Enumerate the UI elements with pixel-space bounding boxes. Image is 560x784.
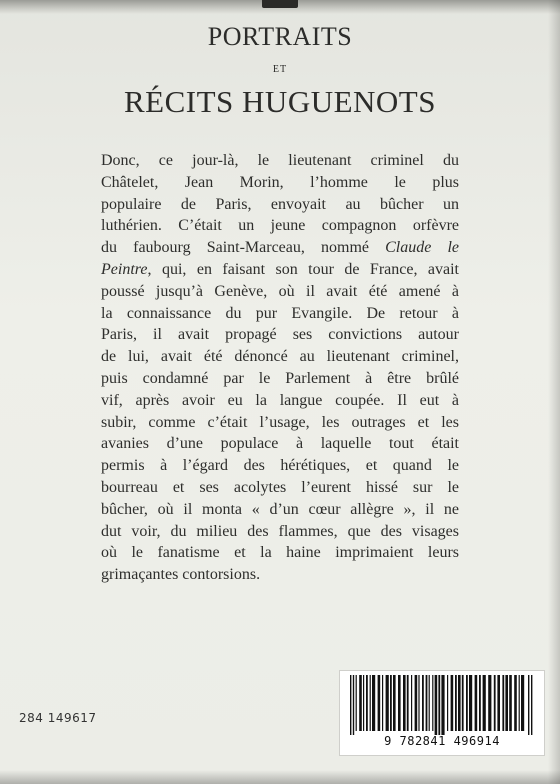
top-edge-mark	[262, 0, 298, 8]
blurb-line	[101, 499, 459, 521]
barcode-bar	[418, 675, 419, 731]
blurb-line	[101, 346, 459, 368]
blurb-text: subir, comme c’était l’usage, les outrages et les	[101, 413, 459, 431]
barcode-bar	[494, 675, 496, 731]
barcode-bar	[350, 675, 351, 735]
barcode-bar	[386, 675, 389, 731]
blurb-line	[101, 455, 459, 477]
barcode-bar	[370, 675, 371, 731]
blurb-line	[101, 564, 459, 586]
barcode-bar	[483, 675, 486, 731]
barcode-bar	[466, 675, 468, 731]
barcode-bar	[447, 675, 448, 731]
barcode-bar	[497, 675, 500, 731]
barcode-bar	[398, 675, 401, 731]
blurb-text: luthérien. C’était un jeune compagnon orfèvre	[101, 217, 459, 235]
blurb-text: du faubourg Saint-Marceau, nommé	[101, 239, 386, 257]
barcode-bar	[519, 675, 520, 731]
blurb-line	[101, 368, 459, 390]
barcode-bar	[393, 675, 396, 731]
barcode-bar	[429, 675, 430, 731]
barcode-bar	[411, 675, 412, 731]
barcode-bar	[475, 675, 478, 731]
barcode-bar	[382, 675, 383, 731]
barcode-bar	[438, 675, 440, 735]
blurb-line	[101, 237, 459, 259]
blurb-text: de lui, avait été dénoncé au lieutenant criminel,	[101, 348, 459, 366]
blurb-text: bûcher, où il monta « d’un cœur allègre », il ne	[101, 500, 459, 518]
barcode-bar	[359, 675, 362, 731]
barcode	[339, 670, 545, 756]
barcode-bar	[403, 675, 406, 731]
isbn-short: 284 149617	[19, 711, 97, 725]
barcode-bar	[505, 675, 508, 731]
barcode-bar	[378, 675, 381, 731]
blurb-text: vif, après avoir eu la langue coupée. Il eut à	[101, 391, 459, 409]
blurb-text: Châtelet, Jean Morin, l’homme le plus	[101, 173, 459, 191]
barcode-bar	[451, 675, 454, 731]
title-connector: ET	[272, 64, 288, 75]
barcode-bar	[432, 675, 433, 731]
blurb-line	[101, 172, 459, 194]
barcode-bar	[426, 675, 428, 731]
barcode-bar	[531, 675, 532, 735]
barcode-bar	[488, 675, 491, 731]
blurb-line	[101, 542, 459, 564]
barcode-bar	[366, 675, 368, 731]
barcode-bar	[514, 675, 517, 731]
blurb-text: permis à l’égard des hérétiques, et quand le	[101, 457, 459, 475]
blurb-line	[101, 433, 459, 455]
barcode-bar	[353, 675, 354, 735]
blurb-line	[101, 303, 459, 325]
barcode-bar	[502, 675, 504, 731]
blurb-line	[101, 194, 459, 216]
barcode-bar	[356, 675, 357, 731]
blurb-text: avanies d’une populace à laquelle tout était	[101, 435, 459, 453]
barcode-bar	[422, 675, 424, 731]
blurb-line	[101, 150, 459, 172]
barcode-bar	[521, 675, 524, 731]
blurb-text: populaire de Paris, envoyait au bûcher un	[101, 195, 459, 213]
barcode-bar	[479, 675, 481, 731]
barcode-bar	[509, 675, 512, 731]
blurb-line	[101, 259, 459, 281]
barcode-bar	[458, 675, 461, 731]
blurb-text: bourreau et ses acolytes l’eurent hissé sur le	[101, 478, 459, 496]
barcode-bar	[455, 675, 457, 731]
blurb-italic-text: Claude le	[385, 239, 460, 257]
blurb-text: poussé jusqu’à Genève, où il avait été amené à	[101, 282, 459, 300]
blurb-italic-text: Peintre	[101, 260, 148, 278]
barcode-bar	[528, 675, 529, 735]
blurb-line	[101, 521, 459, 543]
barcode-bar	[390, 675, 392, 731]
blurb-line	[101, 477, 459, 499]
barcode-bar	[407, 675, 409, 731]
barcode-bar	[415, 675, 418, 731]
blurb-text: Donc, ce jour-là, le lieutenant criminel du	[101, 152, 459, 169]
bottom-edge-shadow	[0, 770, 560, 784]
blurb-text: dut voir, du milieu des flammes, que des visages	[101, 522, 459, 540]
barcode-digits: 9 782841 496914	[384, 734, 500, 748]
blurb-text: puis condamné par le Parlement à être brûlé	[101, 369, 459, 387]
blurb-text: , qui, en faisant son tour de France, avait	[147, 260, 459, 278]
blurb-text: la connaissance du pur Evangile. De retour à	[101, 304, 459, 322]
barcode-bar	[435, 675, 438, 735]
blurb-line	[101, 412, 459, 434]
title-line-1: PORTRAITS	[207, 22, 353, 51]
barcode-bar	[363, 675, 364, 731]
back-cover-blurb	[101, 150, 459, 586]
blurb-text: grimaçantes contorsions.	[101, 566, 261, 584]
blurb-line	[101, 281, 459, 303]
blurb-text: Paris, il avait propagé ses convictions autour	[101, 326, 459, 344]
blurb-text: où le fanatisme et la haine imprimaient leurs	[101, 544, 459, 562]
barcode-bar	[462, 675, 464, 731]
barcode-bar	[441, 675, 444, 735]
title-line-2: RÉCITS HUGUENOTS	[124, 84, 436, 119]
barcode-bars	[344, 675, 538, 735]
blurb-line	[101, 215, 459, 237]
blurb-line	[101, 390, 459, 412]
barcode-bar	[372, 675, 375, 731]
barcode-bar	[469, 675, 472, 731]
blurb-line	[101, 324, 459, 346]
